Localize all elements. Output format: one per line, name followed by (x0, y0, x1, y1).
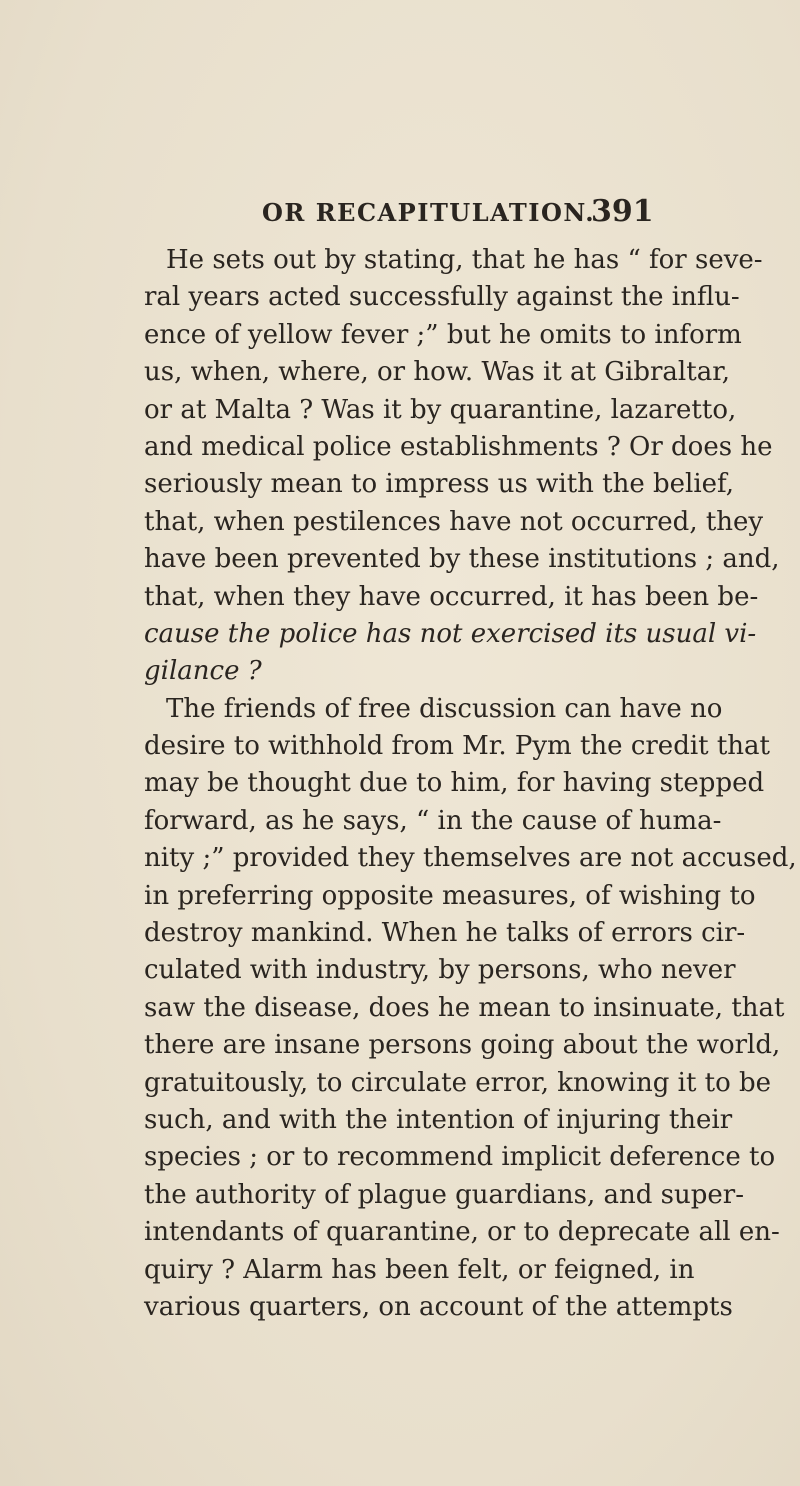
text-line: desire to withhold from Mr. Pym the credit that (144, 731, 771, 762)
text-line: ral years acted successfully against the influ- (144, 282, 740, 313)
text-line: the authority of plague guardians, and super- (144, 1179, 745, 1210)
text-line: that, when pestilences have not occurred, they (144, 506, 764, 537)
text-line: quiry ? Alarm has been felt, or feigned, in (144, 1254, 695, 1285)
running-head (0, 194, 800, 234)
text-line: and medical police establishments ? Or does he (144, 431, 773, 462)
text-line: gratuitously, to circulate error, knowing it to be (144, 1067, 772, 1098)
text-line: He sets out by stating, that he has “ for seve- (166, 245, 763, 275)
paragraph-1 (144, 242, 780, 691)
text-line: cause the police has not exercised its usual vi- (144, 618, 757, 649)
body-text (144, 242, 797, 1326)
text-line: The friends of free discussion can have no (166, 693, 723, 724)
text-line: or at Malta ? Was it by quarantine, lazaretto, (144, 394, 737, 425)
page-number: 391 (591, 194, 654, 229)
text-line: seriously mean to impress us with the belief, (144, 469, 735, 500)
text-line: have been prevented by these institutions ; and, (144, 544, 780, 575)
text-line: gilance ? (144, 656, 262, 687)
text-line: us, when, where, or how. Was it at Gibraltar, (144, 357, 731, 388)
text-line: saw the disease, does he mean to insinuate, that (144, 992, 785, 1023)
text-line: culated with industry, by persons, who never (144, 955, 736, 986)
text-line: such, and with the intention of injuring their (144, 1104, 733, 1135)
text-line: nity ;” provided they themselves are not accused, (144, 843, 797, 874)
text-line: in preferring opposite measures, of wishing to (144, 880, 756, 911)
running-title: OR RECAPITULATION. (262, 198, 596, 227)
text-line: forward, as he says, “ in the cause of huma- (144, 805, 722, 836)
text-line: ence of yellow fever ;” but he omits to inform (144, 319, 742, 350)
text-line: intendants of quarantine, or to deprecate all en- (144, 1217, 780, 1248)
text-line: that, when they have occurred, it has been be- (144, 581, 759, 612)
text-line: there are insane persons going about the world, (144, 1030, 781, 1061)
paragraph-2 (144, 691, 797, 1327)
text-line: destroy mankind. When he talks of errors cir- (144, 918, 746, 949)
text-line: various quarters, on account of the attempts (144, 1291, 733, 1322)
text-line: species ; or to recommend implicit deference to (144, 1142, 776, 1173)
text-line: may be thought due to him, for having stepped (144, 768, 765, 799)
